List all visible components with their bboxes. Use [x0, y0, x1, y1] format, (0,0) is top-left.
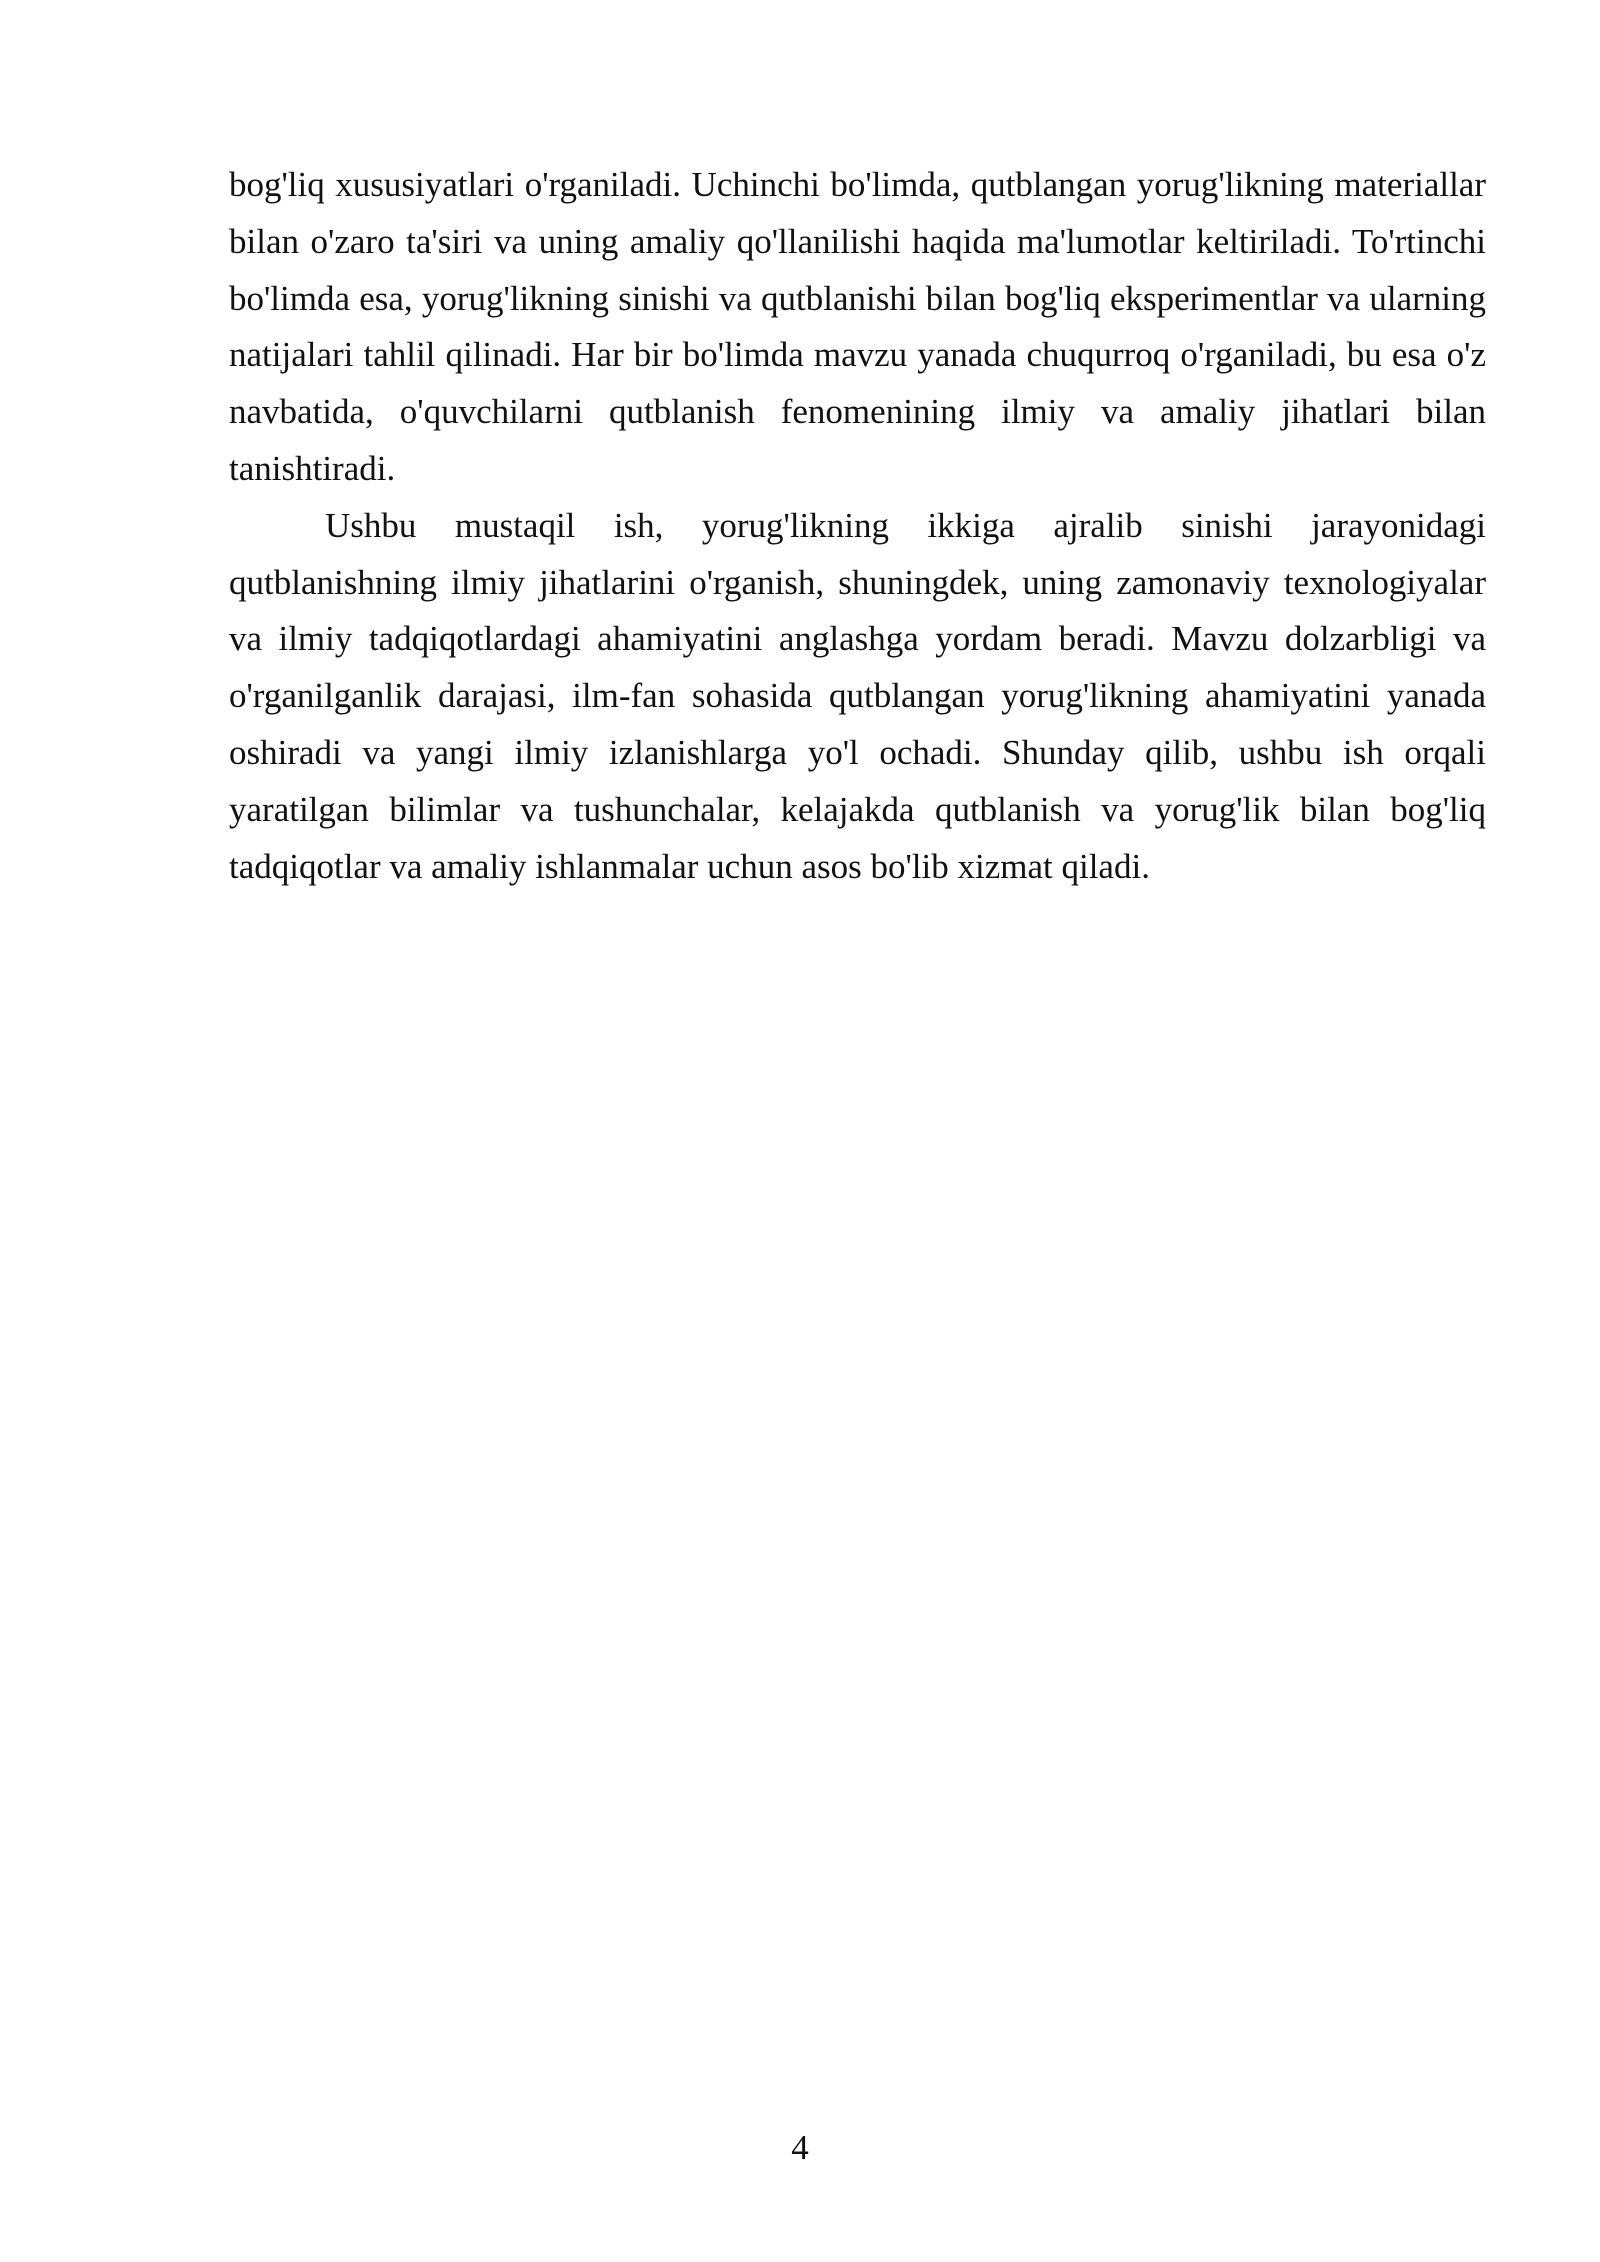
- paragraph-continuation: bog'liq xususiyatlari o'rganiladi. Uchinchi bo'limda, qutblangan yorug'likning materiallar bilan o'zaro ta'siri va uning amaliy qo'llanilishi haqida ma'lumotlar keltiriladi. To'rtinchi bo'limda esa, yorug'likning sinishi va qutblanishi bilan bog'liq eksperimentlar va ularning natijalari tahlil qilinadi. Har bir bo'limda mavzu yanada chuqurroq o'rganiladi, bu esa o'z navbatida, o'quvchilarni qutblanish fenomenining ilmiy va amaliy jihatlari bilan tanishtiradi.: [229, 165, 1486, 488]
- page-number: 4: [791, 2128, 809, 2167]
- paragraph-conclusion: Ushbu mustaqil ish, yorug'likning ikkiga ajralib sinishi jarayonidagi qutblanishning ilmiy jihatlarini o'rganish, shuningdek, uning zamonaviy texnologiyalar va ilmiy tadqiqotlardagi ahamiyatini anglashga yordam beradi. Mavzu dolzarbligi va o'rganilganlik darajasi, ilm-fan sohasida qutblangan yorug'likning ahamiyatini yanada oshiradi va yangi ilmiy izlanishlarga yo'l ochadi. Shunday qilib, ushbu ish orqali yaratilgan bilimlar va tushunchalar, kelajakda qutblanish va yorug'lik bilan bog'liq tadqiqotlar va amaliy ishlanmalar uchun asos bo'lib xizmat qiladi.: [229, 505, 1486, 886]
- body-text: [229, 157, 1486, 895]
